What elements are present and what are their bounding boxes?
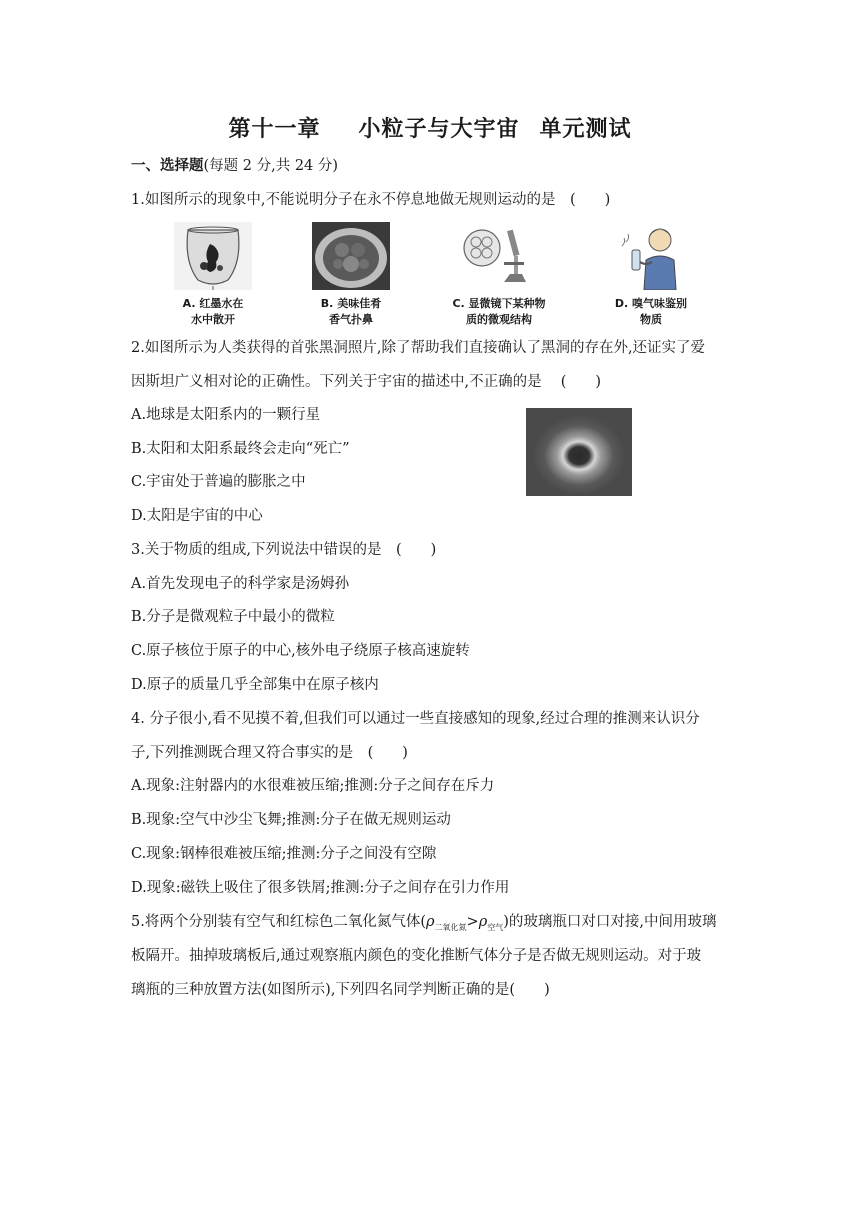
ink-in-water-icon bbox=[174, 222, 252, 290]
rho-symbol: ρ bbox=[478, 914, 488, 930]
q1-stem: 1.如图所示的现象中,不能说明分子在永不停息地做无规则运动的是 ( ) bbox=[131, 192, 611, 208]
q2-stem-line2: 因斯坦广义相对论的正确性。下列关于宇宙的描述中,不正确的是 ( ) bbox=[131, 374, 602, 390]
q5-stem-line1: 5.将两个分别装有空气和红棕色二氧化氮气体$(\rho_{二氧化氮}>\rho_{空气})$的玻璃瓶口对口对接,中间用玻璃 bbox=[131, 914, 717, 932]
page-title bbox=[0, 112, 860, 143]
q3-option-a: A.首先发现电子的科学家是汤姆孙 bbox=[131, 576, 350, 592]
q1-caption-d: D. 嗅气味鉴别 物质 bbox=[614, 297, 688, 326]
rho-symbol: ρ bbox=[426, 914, 435, 930]
q2-option-c: C.宇宙处于普遍的膨胀之中 bbox=[131, 474, 306, 490]
q4-option-a: A.现象:注射器内的水很难被压缩;推测:分子之间存在斥力 bbox=[131, 778, 495, 794]
q1-caption-a: A. 红墨水在 水中散开 bbox=[182, 297, 244, 326]
q3-option-b: B.分子是微观粒子中最小的微粒 bbox=[131, 609, 335, 625]
section-heading bbox=[131, 156, 338, 176]
section-name: 一、选择题 bbox=[131, 158, 204, 174]
sniffing-boy-icon bbox=[612, 222, 690, 290]
subscript-no2: 二氧化氮 bbox=[434, 922, 467, 932]
q1-caption-c: C. 显微镜下某种物 质的微观结构 bbox=[452, 297, 546, 326]
q3-option-d: D.原子的质量几乎全部集中在原子核内 bbox=[131, 677, 379, 693]
q4-stem-line1: 4. 分子很小,看不见摸不着,但我们可以通过一些直接感知的现象,经过合理的推测来认识分 bbox=[131, 711, 700, 727]
dish-aroma-icon bbox=[312, 222, 390, 290]
greater-than: > bbox=[466, 914, 479, 930]
q4-option-b: B.现象:空气中沙尘飞舞;推测:分子在做无规则运动 bbox=[131, 812, 451, 828]
section-rule: (每题 2 分,共 24 分) bbox=[203, 158, 339, 174]
q2-option-b: B.太阳和太阳系最终会走向“死亡” bbox=[131, 441, 350, 457]
q4-stem-line2: 子,下列推测既合理又符合事实的是 ( ) bbox=[131, 745, 408, 761]
microscope-icon bbox=[460, 222, 538, 290]
q4-option-d: D.现象:磁铁上吸住了很多铁屑;推测:分子之间存在引力作用 bbox=[131, 880, 510, 896]
q3-option-c: C.原子核位于原子的中心,核外电子绕原子核高速旋转 bbox=[131, 643, 470, 659]
q1-caption-b: B. 美味佳肴 香气扑鼻 bbox=[320, 297, 382, 326]
q2-option-d: D.太阳是宇宙的中心 bbox=[131, 508, 263, 524]
chapter-number: 第十一章 bbox=[228, 117, 321, 142]
q5-stem-line2: 板隔开。抽掉玻璃板后,通过观察瓶内颜色的变化推断气体分子是否做无规则运动。对于玻 bbox=[131, 948, 702, 964]
q2-stem-line1: 2.如图所示为人类获得的首张黑洞照片,除了帮助我们直接确认了黑洞的存在外,还证实了爱 bbox=[131, 340, 706, 356]
chapter-topic: 小粒子与大宇宙 bbox=[358, 117, 520, 142]
subscript-air: 空气 bbox=[487, 922, 504, 932]
q1-figures bbox=[166, 222, 726, 327]
black-hole-photo-icon bbox=[526, 408, 632, 496]
q5-stem-line3: 璃瓶的三种放置方法(如图所示),下列四名同学判断正确的是( ) bbox=[131, 982, 550, 998]
test-kind: 单元测试 bbox=[539, 117, 632, 142]
q2-option-a: A.地球是太阳系内的一颗行星 bbox=[131, 407, 321, 423]
q3-stem: 3.关于物质的组成,下列说法中错误的是 ( ) bbox=[131, 542, 437, 558]
q4-option-c: C.现象:钢棒很难被压缩;推测:分子之间没有空隙 bbox=[131, 846, 437, 862]
